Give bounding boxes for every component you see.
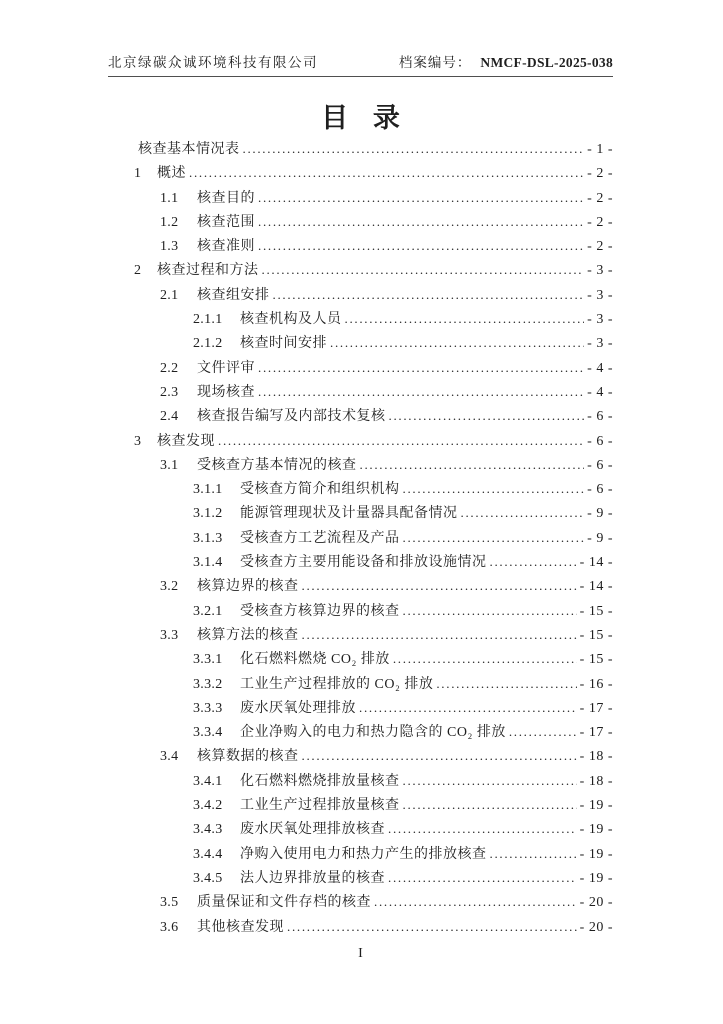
toc-entry <box>108 575 613 599</box>
toc-entry-number: 3.2.1 <box>193 603 223 619</box>
toc-entry <box>108 405 613 429</box>
toc-entry-page: - 6 - <box>587 433 613 449</box>
toc-entry-title: 受核查方简介和组织机构 <box>240 482 400 498</box>
toc-entry <box>108 454 613 478</box>
toc-entry-title: 废水厌氧处理排放核查 <box>240 822 385 838</box>
toc-entry-page: - 3 - <box>587 263 613 279</box>
toc-entry-number: 3.1.1 <box>193 482 223 498</box>
toc-entry <box>108 527 613 551</box>
toc-entry-page: - 9 - <box>587 506 613 522</box>
toc-entry-number: 3.1.2 <box>193 506 223 522</box>
toc-entry <box>108 794 613 818</box>
toc-entry-number: 2.3 <box>160 384 179 400</box>
toc-entry <box>108 843 613 867</box>
toc-dot-leader <box>218 433 584 450</box>
toc-entry <box>108 284 613 308</box>
toc-entry <box>108 235 613 259</box>
toc-entry-number: 2 <box>134 263 142 279</box>
toc-entry-title: 核算数据的核查 <box>197 749 299 765</box>
toc-dot-leader <box>330 335 584 352</box>
toc-dot-leader <box>262 262 585 279</box>
toc-entry <box>108 867 613 891</box>
toc-entry-title: 现场核查 <box>197 384 255 400</box>
toc-entry-number: 1.2 <box>160 214 179 230</box>
toc-entry-title: 受核查方核算边界的核查 <box>240 603 400 619</box>
toc-dot-leader <box>243 141 585 158</box>
toc-list <box>108 138 613 940</box>
toc-dot-leader <box>359 700 577 717</box>
file-number-label: 档案编号： <box>398 55 472 70</box>
toc-dot-leader <box>388 821 577 838</box>
toc-entry-title: 核算边界的核查 <box>197 579 299 595</box>
toc-entry-title: 核查过程和方法 <box>157 263 259 279</box>
toc-entry-title: 工业生产过程排放的 CO₂ 排放 <box>240 676 434 692</box>
toc-entry <box>108 430 613 454</box>
toc-dot-leader <box>461 505 585 522</box>
toc-entry-title: 核算方法的核查 <box>197 627 299 643</box>
toc-dot-leader <box>258 214 584 231</box>
toc-entry-page: - 3 - <box>587 336 613 352</box>
toc-dot-leader <box>345 311 585 328</box>
toc-entry-number: 3.4.3 <box>193 822 223 838</box>
toc-entry-number: 3.3.2 <box>193 676 223 692</box>
toc-entry-page: - 18 - <box>579 773 613 789</box>
toc-entry-page: - 4 - <box>587 384 613 400</box>
toc-entry-number: 3.2 <box>160 579 179 595</box>
toc-entry <box>108 478 613 502</box>
toc-entry-title: 化石燃料燃烧 CO₂ 排放 <box>240 652 390 668</box>
toc-entry-title: 工业生产过程排放量核查 <box>240 798 400 814</box>
toc-entry-number: 2.4 <box>160 409 179 425</box>
toc-entry-number: 2.2 <box>160 360 179 376</box>
toc-entry-title: 企业净购入的电力和热力隐含的 CO₂ 排放 <box>240 725 506 741</box>
toc-entry-page: - 6 - <box>587 482 613 498</box>
toc-entry-number: 3.1.3 <box>193 530 223 546</box>
toc-dot-leader <box>389 408 585 425</box>
toc-dot-leader <box>436 676 576 693</box>
toc-dot-leader <box>509 724 577 741</box>
toc-entry-number: 3.1 <box>160 457 179 473</box>
toc-entry-number: 3.5 <box>160 895 179 911</box>
toc-entry-title: 核查组安排 <box>197 287 270 303</box>
toc-entry-title: 其他核查发现 <box>197 919 284 935</box>
toc-entry-title: 受核查方主要用能设备和排放设施情况 <box>240 555 487 571</box>
toc-entry-page: - 6 - <box>587 409 613 425</box>
toc-entry-page: - 9 - <box>587 530 613 546</box>
toc-entry <box>108 721 613 745</box>
toc-entry <box>108 381 613 405</box>
toc-dot-leader <box>374 894 577 911</box>
toc-dot-leader <box>258 360 584 377</box>
toc-entry <box>108 211 613 235</box>
toc-entry-page: - 1 - <box>587 142 613 157</box>
toc-entry <box>108 770 613 794</box>
toc-entry <box>108 187 613 211</box>
toc-dot-leader <box>403 481 585 498</box>
toc-dot-leader <box>287 919 577 936</box>
header-company-name: 北京绿碳众诚环境科技有限公司 <box>108 55 318 70</box>
toc-entry-page: - 20 - <box>579 919 613 935</box>
toc-entry-title: 核查机构及人员 <box>240 312 342 328</box>
toc-entry <box>108 891 613 915</box>
toc-page-title: 目 录 <box>321 103 409 133</box>
toc-entry-page: - 19 - <box>579 870 613 886</box>
toc-entry-number: 3.4.5 <box>193 870 223 886</box>
toc-entry <box>108 259 613 283</box>
toc-entry-page: - 20 - <box>579 895 613 911</box>
toc-entry <box>108 697 613 721</box>
toc-entry-page: - 17 - <box>579 725 613 741</box>
toc-dot-leader <box>189 165 584 182</box>
toc-entry-title: 概述 <box>157 166 186 182</box>
toc-entry-page: - 2 - <box>587 166 613 182</box>
toc-dot-leader <box>393 651 577 668</box>
toc-entry-title: 化石燃料燃烧排放量核查 <box>240 773 400 789</box>
toc-entry-title: 法人边界排放量的核查 <box>240 870 385 886</box>
toc-entry-title: 废水厌氧处理排放 <box>240 700 356 716</box>
toc-entry-title: 核查范围 <box>197 214 255 230</box>
toc-entry-page: - 2 - <box>587 190 613 206</box>
toc-entry-page: - 2 - <box>587 239 613 255</box>
toc-dot-leader <box>490 846 577 863</box>
toc-entry-page: - 18 - <box>579 749 613 765</box>
footer-page-number: I <box>358 946 363 961</box>
toc-entry <box>108 648 613 672</box>
toc-entry <box>108 600 613 624</box>
toc-entry-title: 净购入使用电力和热力产生的排放核查 <box>240 846 487 862</box>
page-footer <box>108 946 613 962</box>
toc-entry-page: - 14 - <box>579 579 613 595</box>
toc-entry-title: 文件评审 <box>197 360 255 376</box>
toc-entry-page: - 4 - <box>587 360 613 376</box>
toc-entry-title: 质量保证和文件存档的核查 <box>197 895 371 911</box>
toc-entry-number: 3.4 <box>160 749 179 765</box>
toc-entry-title: 能源管理现状及计量器具配备情况 <box>240 506 458 522</box>
toc-entry <box>108 502 613 526</box>
toc-entry-page: - 3 - <box>587 312 613 328</box>
toc-entry-number: 3.4.4 <box>193 846 223 862</box>
toc-entry-page: - 19 - <box>579 846 613 862</box>
toc-entry-number: 3.6 <box>160 919 179 935</box>
toc-dot-leader <box>258 384 584 401</box>
toc-dot-leader <box>403 530 585 547</box>
toc-entry-number: 3 <box>134 433 142 449</box>
toc-entry <box>108 162 613 186</box>
toc-entry-title: 受核查方基本情况的核查 <box>197 457 357 473</box>
toc-entry-number: 1 <box>134 166 142 182</box>
toc-entry-page: - 2 - <box>587 214 613 230</box>
toc-dot-leader <box>403 773 577 790</box>
toc-dot-leader <box>403 603 577 620</box>
toc-entry <box>108 138 613 162</box>
toc-dot-leader <box>258 190 584 207</box>
toc-entry-number: 2.1.2 <box>193 336 223 352</box>
toc-entry <box>108 308 613 332</box>
toc-entry <box>108 551 613 575</box>
toc-entry-number: 2.1 <box>160 287 179 303</box>
toc-dot-leader <box>302 578 577 595</box>
toc-entry-page: - 19 - <box>579 822 613 838</box>
toc-entry-page: - 15 - <box>579 652 613 668</box>
toc-entry-number: 3.3.4 <box>193 725 223 741</box>
toc-entry-number: 1.1 <box>160 190 179 206</box>
toc-entry <box>108 673 613 697</box>
toc-dot-leader <box>403 797 577 814</box>
toc-entry-number: 3.4.2 <box>193 798 223 814</box>
toc-entry-title: 核查报告编写及内部技术复核 <box>197 409 386 425</box>
toc-entry <box>108 357 613 381</box>
toc-dot-leader <box>273 287 585 304</box>
page-header <box>108 51 613 77</box>
toc-entry-page: - 17 - <box>579 700 613 716</box>
toc-entry-page: - 3 - <box>587 287 613 303</box>
toc-entry-number: 3.3 <box>160 627 179 643</box>
toc-entry-number: 3.3.1 <box>193 652 223 668</box>
toc-entry-title: 核查目的 <box>197 190 255 206</box>
toc-entry-page: - 15 - <box>579 603 613 619</box>
toc-dot-leader <box>302 627 577 644</box>
toc-dot-leader <box>258 238 584 255</box>
toc-entry-number: 3.1.4 <box>193 555 223 571</box>
toc-entry-title: 核查时间安排 <box>240 336 327 352</box>
toc-entry-page: - 15 - <box>579 627 613 643</box>
toc-dot-leader <box>490 554 577 571</box>
toc-entry-page: - 19 - <box>579 798 613 814</box>
toc-entry <box>108 916 613 940</box>
toc-entry <box>108 818 613 842</box>
toc-entry <box>108 745 613 769</box>
file-number-value: NMCF-DSL-2025-038 <box>480 55 613 70</box>
toc-entry <box>108 332 613 356</box>
toc-entry <box>108 624 613 648</box>
toc-entry-title: 核查基本情况表 <box>138 142 240 157</box>
toc-entry-number: 3.4.1 <box>193 773 223 789</box>
toc-dot-leader <box>388 870 577 887</box>
toc-entry-page: - 14 - <box>579 555 613 571</box>
toc-entry-number: 2.1.1 <box>193 312 223 328</box>
toc-entry-page: - 16 - <box>579 676 613 692</box>
toc-entry-title: 受核查方工艺流程及产品 <box>240 530 400 546</box>
toc-entry-number: 3.3.3 <box>193 700 223 716</box>
toc-entry-number: 1.3 <box>160 239 179 255</box>
toc-dot-leader <box>360 457 585 474</box>
toc-entry-page: - 6 - <box>587 457 613 473</box>
toc-dot-leader <box>302 748 577 765</box>
toc-entry-title: 核查准则 <box>197 239 255 255</box>
toc-entry-title: 核查发现 <box>157 433 215 449</box>
header-file-number <box>399 51 613 71</box>
